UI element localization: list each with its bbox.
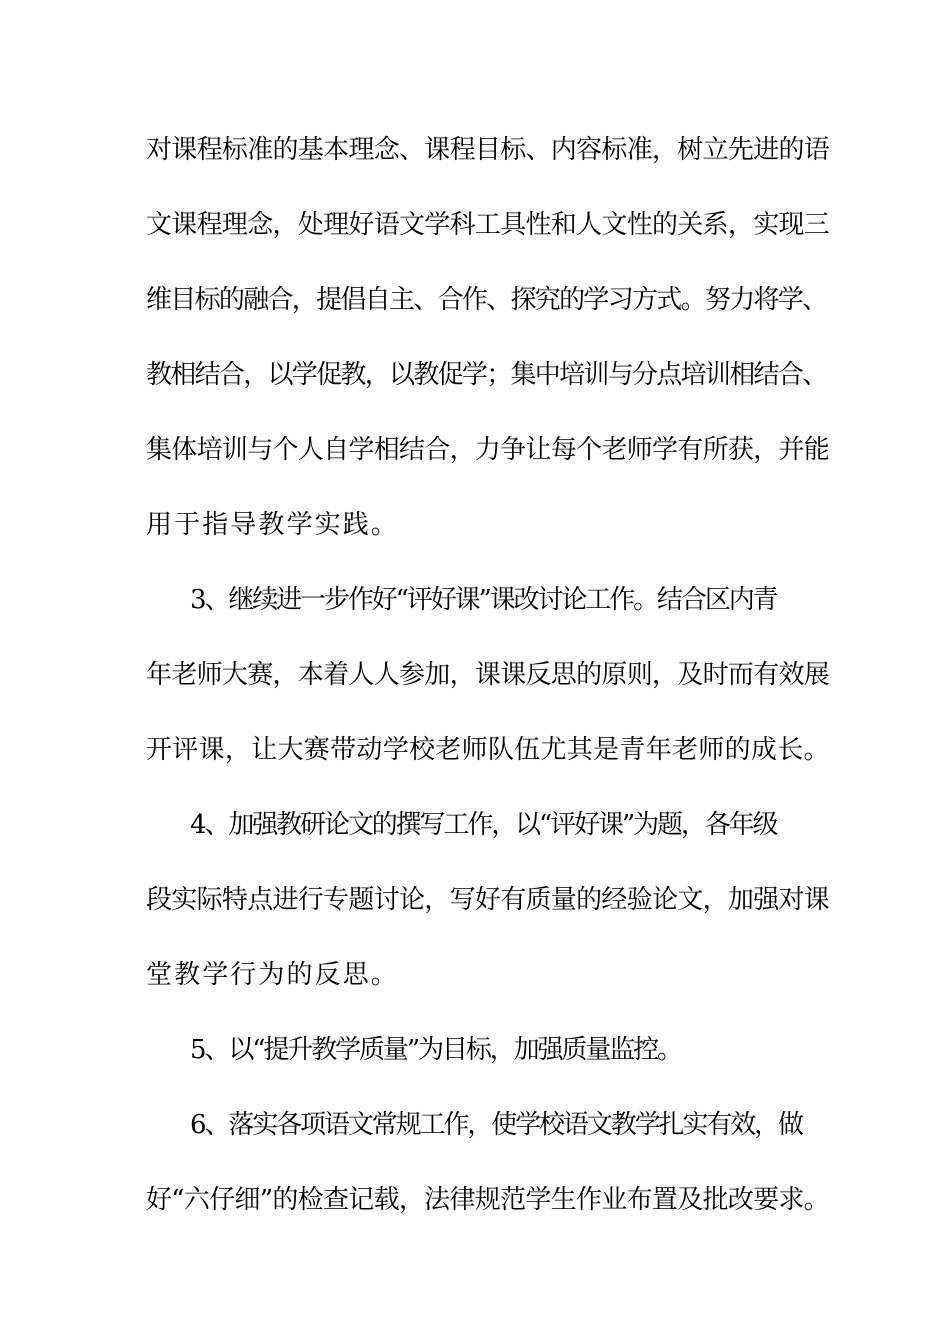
text-line: 维目标的融合，提倡自主、合作、探究的学习方式。努力将学、 [146, 285, 827, 315]
text-line: 开评课，让大赛带动学校老师队伍尤其是青年老师的成长。 [146, 735, 830, 765]
text-line: 文课程理念，处理好语文学科工具性和人文性的关系，实现三 [146, 210, 830, 240]
text-line: 教相结合，以学促教，以教促学；集中培训与分点培训相结合、 [146, 360, 827, 390]
text-line: 用于指导教学实践。 [146, 510, 399, 540]
text-line: 年老师大赛，本着人人参加，课课反思的原则，及时而有效展 [146, 660, 830, 690]
paragraph-4-first-line: 4、加强教研论文的撰写工作，以“评好课”为题，各年级 [190, 810, 777, 840]
paragraph-3-first-line: 3、继续进一步作好“评好课”课改讨论工作。结合区内青 [190, 585, 777, 615]
text-line: 段实际特点进行专题讨论，写好有质量的经验论文，加强对课 [146, 885, 830, 915]
paragraph-6-first-line: 6、落实各项语文常规工作，使学校语文教学扎实有效，做 [190, 1110, 802, 1140]
text-line: 对课程标准的基本理念、课程目标、内容标准，树立先进的语 [146, 135, 830, 165]
text-line: 堂教学行为的反思。 [146, 960, 399, 990]
text-line: 集体培训与个人自学相结合，力争让每个老师学有所获，并能 [146, 435, 830, 465]
text-line: 好“六仔细”的检查记载，法律规范学生作业布置及批改要求。 [146, 1185, 829, 1215]
paragraph-5-first-line: 5、以“提升教学质量”为目标，加强质量监控。 [190, 1035, 681, 1065]
